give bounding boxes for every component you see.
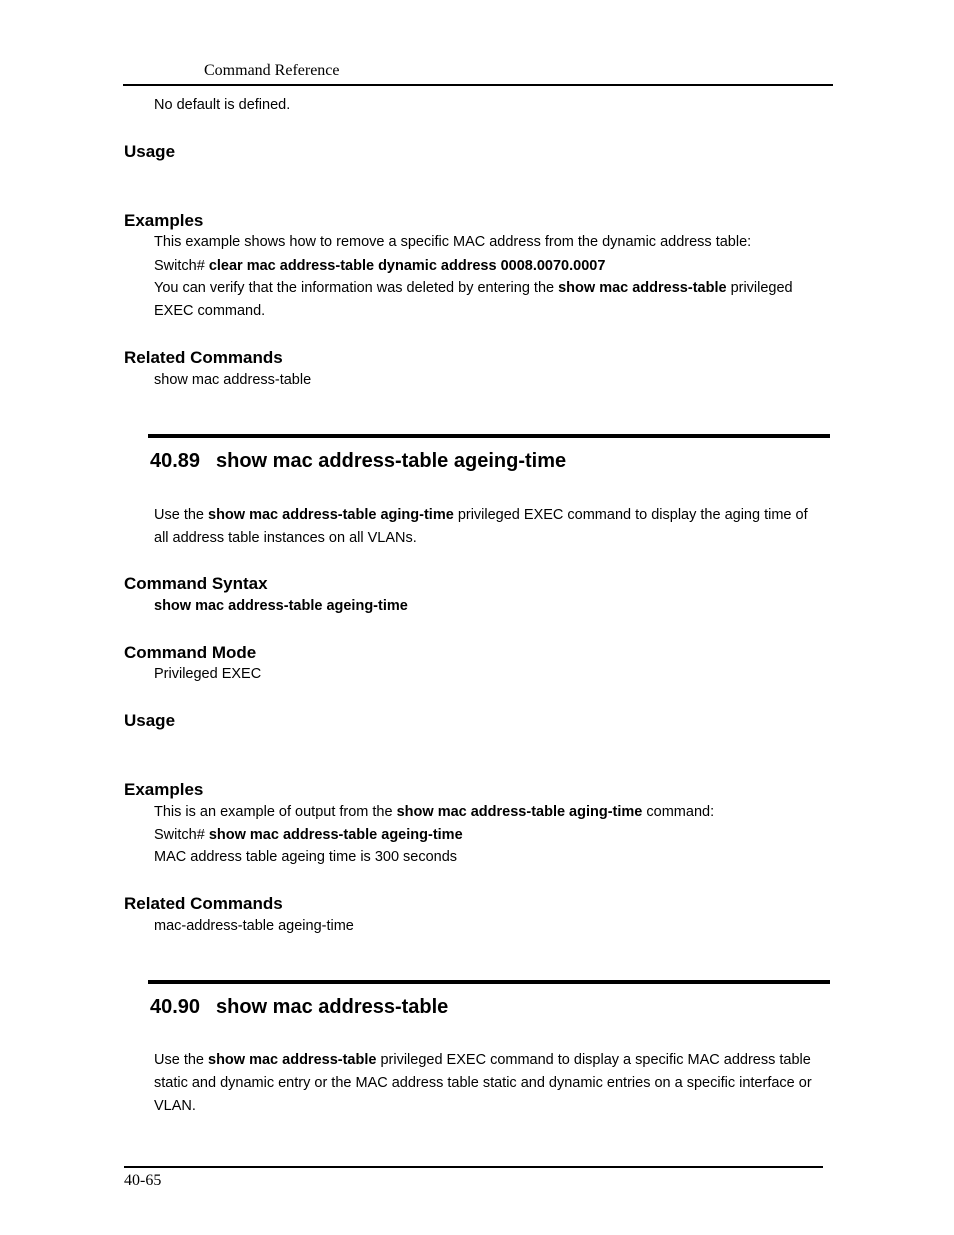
usage-heading: Usage: [124, 711, 176, 730]
running-header: Command Reference: [204, 62, 340, 79]
desc-command: show mac address-table: [208, 1052, 377, 1068]
section-number: 40.90: [150, 996, 201, 1018]
verify-command: show mac address-table: [558, 280, 727, 296]
command-mode-heading: Command Mode: [124, 643, 257, 662]
page-number: 40-65: [124, 1172, 162, 1189]
related-commands-text: mac-address-table ageing-time: [154, 918, 354, 934]
command-mode-text: Privileged EXEC: [154, 666, 262, 682]
section-name: show mac address-table ageing-time: [216, 450, 567, 472]
section-rule: [148, 980, 830, 984]
related-commands-heading: Related Commands: [124, 894, 283, 913]
example-output: MAC address table ageing time is 300 seconds: [154, 849, 458, 865]
desc-text-pre: Use the: [154, 507, 204, 523]
command-syntax-text: show mac address-table ageing-time: [154, 598, 408, 614]
example-command-line: [154, 824, 829, 847]
section-title: [150, 996, 448, 1019]
desc-text-line2: all address table instances on all VLANs.: [154, 530, 417, 546]
verify-text-line2: EXEC command.: [154, 303, 266, 319]
default-text: No default is defined.: [154, 97, 291, 113]
example-prompt: Switch#: [154, 827, 205, 843]
footer-rule: [124, 1166, 823, 1168]
examples-intro: This example shows how to remove a specific MAC address from the dynamic address table:: [154, 234, 752, 250]
example-command: clear mac address-table dynamic address 0008.0070.0007: [208, 258, 606, 274]
section-number: 40.89: [150, 450, 201, 472]
example-command: show mac address-table ageing-time: [208, 827, 463, 843]
verify-paragraph: [154, 277, 829, 323]
command-syntax-heading: Command Syntax: [124, 574, 268, 593]
examples-text-pre: This is an example of output from the: [154, 804, 393, 820]
related-commands-text: show mac address-table: [154, 372, 312, 388]
desc-text-pre: Use the: [154, 1052, 204, 1068]
section-title: [150, 450, 566, 473]
desc-command: show mac address-table aging-time: [208, 507, 454, 523]
section-description: [154, 504, 829, 550]
desc-text-line2: static and dynamic entry or the MAC address table static and dynamic entries on a specific interface or: [154, 1075, 812, 1091]
examples-text-post: command:: [646, 804, 715, 820]
related-commands-heading: Related Commands: [124, 348, 283, 367]
usage-heading: Usage: [124, 142, 176, 161]
examples-heading: Examples: [124, 780, 204, 799]
desc-text-post: privileged EXEC command to display a specific MAC address table: [380, 1052, 811, 1068]
section-rule: [148, 434, 830, 438]
example-command-line: [154, 255, 829, 278]
desc-text-line3: VLAN.: [154, 1098, 196, 1114]
section-description: [154, 1049, 829, 1118]
example-prompt: Switch#: [154, 258, 205, 274]
desc-text-post: privileged EXEC command to display the aging time of: [457, 507, 808, 523]
header-rule: [123, 84, 833, 86]
verify-text-pre: You can verify that the information was deleted by entering the: [154, 280, 555, 296]
examples-command: show mac address-table aging-time: [396, 804, 643, 820]
section-name: show mac address-table: [216, 996, 449, 1018]
examples-heading: Examples: [124, 211, 204, 230]
examples-intro: [154, 801, 829, 824]
verify-text-post: privileged: [730, 280, 793, 296]
